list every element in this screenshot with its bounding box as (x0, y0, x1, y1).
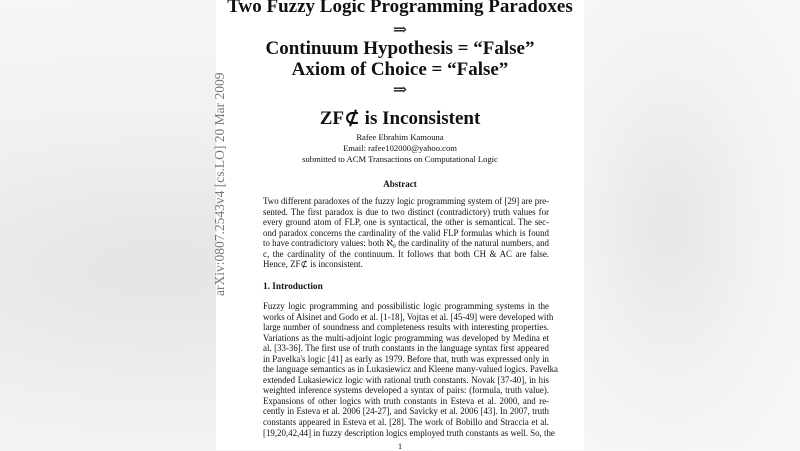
title-line-2: Continuum Hypothesis = “False” (265, 38, 535, 59)
abstract-line: ond paradox concerns the cardinality of the valid FLP formulas which is found (263, 227, 549, 238)
arxiv-stamp: arXiv:0807.2543v4 [cs.LO] 20 Mar 2009 (212, 72, 227, 296)
section-heading-introduction: 1. Introduction (263, 282, 323, 292)
intro-line: al. [33-36]. The first use of truth constants in the language syntax first appeared (263, 343, 549, 354)
intro-line: works of Alsinet and Godo et al. [1-18], Vojtas et al. [45-49] were developed with (263, 311, 554, 322)
abstract-line: Two different paradoxes of the fuzzy logic programming system of [29] are pre- (263, 196, 549, 206)
author-email: Email: rafee102000@yahoo.com (343, 143, 457, 153)
intro-line: large number of soundness and completeness results with interesting properties. (263, 322, 549, 333)
submission-note: submitted to ACM Transactions on Computational Logic (302, 154, 498, 164)
document-page (216, 0, 584, 450)
page-number: 1 (397, 441, 403, 451)
implies-arrow: ⇒ (392, 20, 408, 39)
abstract-body (263, 196, 549, 270)
intro-line: [19,20,42,44] in fuzzy description logics employed truth constants as well. So, the (263, 427, 555, 438)
title-line-3: Axiom of Choice = “False” (291, 59, 509, 80)
intro-line: cently in Esteva et al. 2006 [24-27], and Savicky et al. 2006 [43]. In 2007, truth (263, 406, 549, 417)
intro-line: the language semantics as in Lukasiewicz and Kleene many-valued logics. Pavelka (263, 364, 558, 375)
intro-line: Expansions of other logics with truth constants in Esteva et al. 2000, and re- (263, 395, 549, 406)
intro-line: in Pavelka's logic [41] as early as 1979. Before that, truth was expressed only in (263, 353, 549, 364)
author: Rafee Ebrahim Kamouna (356, 132, 444, 142)
intro-line: Variations as the multi-adjoint logic programming was developed by Medina et (263, 332, 549, 343)
intro-line: constants appeared in Esteva et al. [28]. The work of Bobillo and Straccia et al. (263, 417, 549, 428)
abstract-line: sented. The first paradox is due to two distinct (contradictory) truth values for (263, 206, 549, 217)
title-line-4: ZF⊄ is Inconsistent (319, 108, 481, 129)
intro-line: weighted inference systems developed a syntax of pairs: (formula, truth value). (263, 385, 549, 396)
abstract-line: Hence, ZF⊄ is inconsistent. (263, 259, 363, 270)
introduction-body (263, 301, 558, 438)
intro-line: Fuzzy logic programming and possibilistic logic programming systems in the (263, 301, 549, 311)
viewer-background-right (584, 0, 800, 450)
abstract-line: every ground atom of FLP, one is syntactical, the other is semantical. The sec- (263, 217, 549, 228)
intro-line: extended Lukasiewicz logic with rational truth constants. Novak [37-40], in his (263, 374, 549, 385)
abstract-heading: Abstract (383, 179, 417, 189)
implies-arrow: ⇒ (392, 80, 408, 99)
abstract-line: c, the cardinality of the continuum. It follows that both CH & AC are false. (263, 248, 549, 259)
title-line-1: Two Fuzzy Logic Programming Paradoxes (227, 0, 573, 17)
abstract-line: to have contradictory values: both ℵ₀ the cardinality of the natural numbers, and (263, 238, 549, 249)
